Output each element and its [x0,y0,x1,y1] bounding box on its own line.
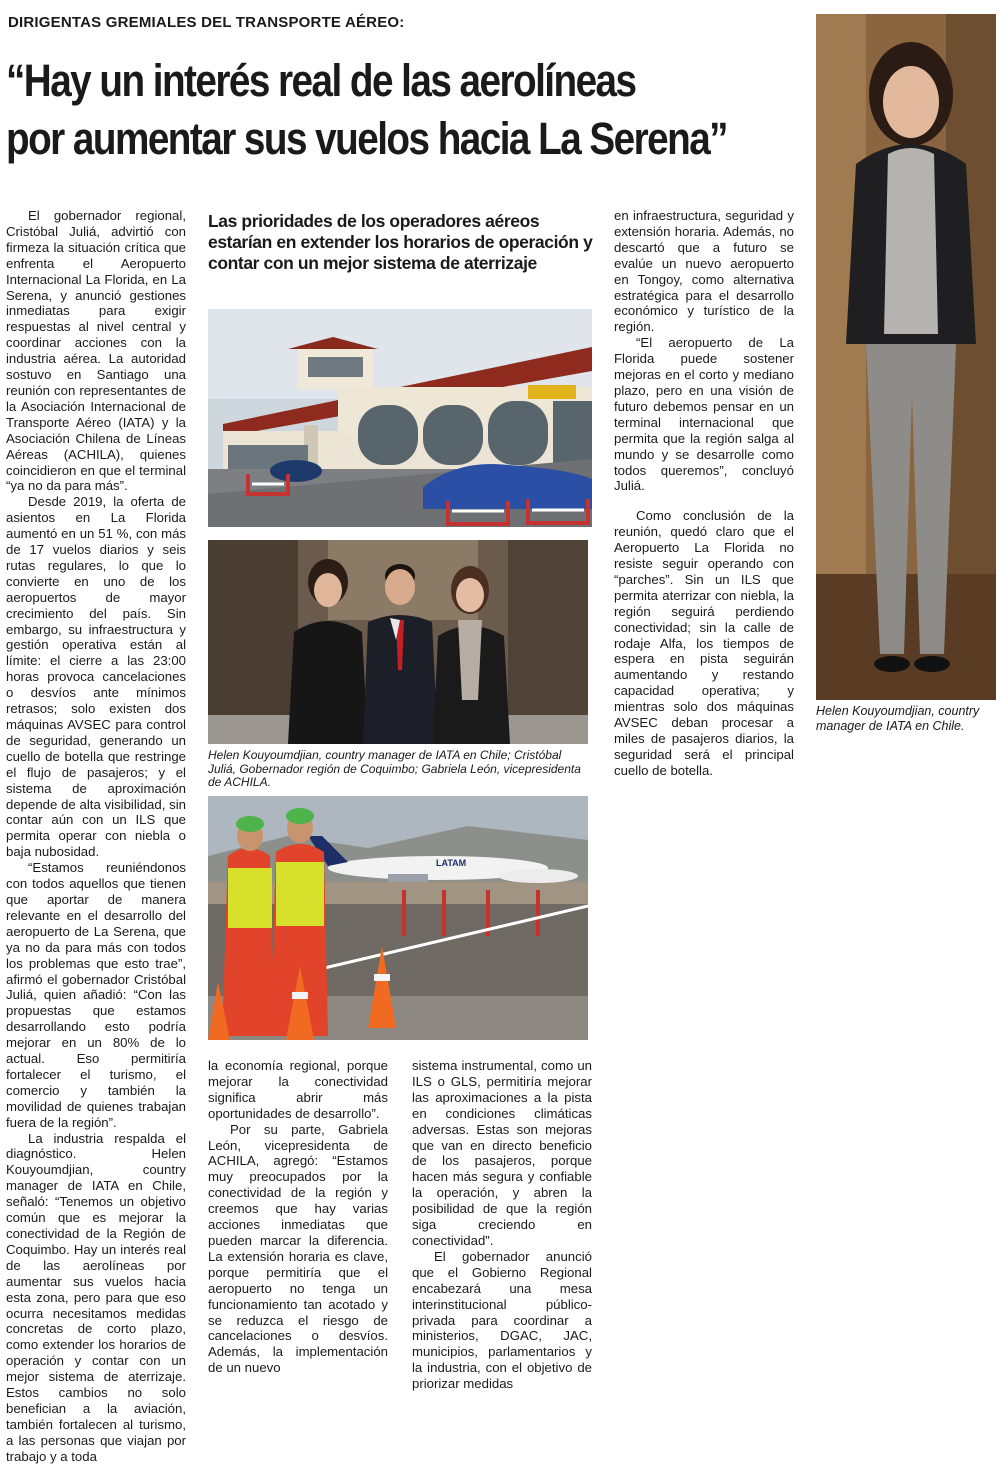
paragraph: “El aeropuerto de La Florida puede sostener mejoras en el corto y mediano plazo, pero en una visión de futuro debemos pensar en un terminal internacional que permita que la región salga al mundo y se desarrolle como todos queremos”, concluyó Juliá. [614,335,794,494]
paragraph: sistema instrumental, como un ILS o GLS, permitiría mejorar las aproximaciones a la pista en condiciones climáticas adversas. Estas son mejoras que van en directo beneficio de los pasajeros, porque hacen más segura y confiable la operación, y abren la posibilidad de que la región siga creciendo en conectividad”. [412,1058,592,1248]
paragraph: Como conclusión de la reunión, quedó claro que el Aeropuerto La Florida no resiste seguir operando con “parches”. Sin un ILS que permita aterrizar con niebla, la región seguirá perdiendo conectividad; sin la calle de rodaje Alfa, los tiempos de espera en pista seguirán aumentando y restando capacidad operativa; y mientras solo dos máquinas AVSEC deban procesar a miles de pasajeros diarios, la seguridad será el principal cuello de botella. [614,508,794,778]
airport-workers-photo [208,796,588,1040]
article-column-2a [208,1058,388,1376]
paragraph: Por su parte, Gabriela León, vicepresidenta de ACHILA, agregó: “Estamos muy preocupados por la conectividad de la región y creemos que hay varias acciones inmediatas que pueden marcar la diferencia. La extensión horaria es clave, porque permitiría que el aeropuerto no tenga un funcionamiento tan acotado y se reduzca el riesgo de cancelaciones o desvíos. Además, la implementación de un nuevo [208,1121,388,1376]
article-column-1 [6,208,186,1464]
paragraph: la economía regional, porque mejorar la conectividad significa abrir más oportunidades de desarrollo”. [208,1058,388,1121]
group-photo [208,540,588,744]
paragraph: en infraestructura, seguridad y extensión horaria. Además, no descartó que a futuro se evalúe un nuevo aeropuerto en Tongoy, como alternativa estratégica para el desarrollo económico y turístico de la región. [614,208,794,335]
headline-line-2: por aumentar sus vuelos hacia La Serena” [6,113,727,164]
deck-subheadline: Las prioridades de los operadores aéreos estarían en extender los horarios de operación y contar con un mejor sistema de aterrizaje [208,211,593,273]
portrait-caption: Helen Kouyoumdjian, country manager de IATA en Chile. [816,704,980,733]
airplane-livery-text: LATAM [436,858,467,868]
paragraph: El gobernador anunció que el Gobierno Regional encabezará una mesa interinstitucional público-privada para coordinar a ministerios, DGAC, JAC, municipios, parlamentarios y la industria, con el objetivo de priorizar medidas [412,1248,592,1392]
article-column-3 [614,208,794,779]
airport-terminal-photo [208,309,592,527]
portrait-photo [816,14,996,700]
paragraph: “Estamos reuniéndonos con todos aquellos que tienen que aportar de manera relevante en el desarrollo del aeropuerto de La Serena, que ya no da para más con todos los problemas que esto trae”, afirmó el gobernador Cristóbal Juliá, quien añadió: “Con las propuestas que estamos desarrollando esto podría mejorar en un 80% de lo actual. Eso permitiría fortalecer el turismo, el comercio y también la movilidad de quienes trabajan fuera de la región”. [6,860,186,1130]
group-photo-caption: Helen Kouyoumdjian, country manager de IATA en Chile; Cristóbal Juliá, Gobernador región de Coquimbo; Gabriela León, vicepresidenta de ACHILA. [208,748,581,789]
article-column-2b [412,1058,592,1392]
headline-line-1: “Hay un interés real de las aerolíneas [6,55,636,106]
headline [6,52,727,168]
paragraph: El gobernador regional, Cristóbal Juliá, advirtió con firmeza la situación crítica que enfrenta el Aeropuerto Internacional La Florida, en La Serena, y anunció gestiones inmediatas para exigir respuestas al nivel central y coordinar acciones con la industria aérea. La autoridad sostuvo en Santiago una reunión con representantes de la Asociación Internacional de Transporte Aéreo (IATA) y la Asociación Chilena de Líneas Aéreas (ACHILA), quienes coincidieron en que el terminal “ya no da para más”. [6,208,186,494]
kicker: DIRIGENTAS GREMIALES DEL TRANSPORTE AÉREO: [8,14,405,31]
paragraph: La industria respalda el diagnóstico. Helen Kouyoumdjian, country manager de IATA en Chile, señaló: “Tenemos un objetivo común que es mejorar la conectividad de la Región de Coquimbo. Hay un interés real de las aerolíneas por aumentar sus vuelos hacia esta zona, pero para que eso ocurra necesitamos medidas concretas de corto plazo, como extender los horarios de operación y contar con un mejor sistema de aterrizaje. Estos cambios no solo benefician a la aviación, también fortalecen al turismo, a las personas que viajan por trabajo y a toda [6,1130,186,1464]
paragraph: Desde 2019, la oferta de asientos en La Florida aumentó en un 51 %, con más de 17 vuelos diarios y seis rutas regulares, lo que lo convierte en uno de los aeropuertos de mayor crecimiento del país. Sin embargo, su infraestructura y gestión operativa están al límite: el cierre a las 23:00 horas provoca cancelaciones o desvíos ante mínimos retrasos; solo existen dos máquinas AVSEC para control de seguridad, generando un cuello de botella que restringe el flujo de pasajeros; y el sistema de aproximación depende de alta visibilidad, sin contar aún con un ILS que permita operar con niebla o baja nubosidad. [6,494,186,860]
